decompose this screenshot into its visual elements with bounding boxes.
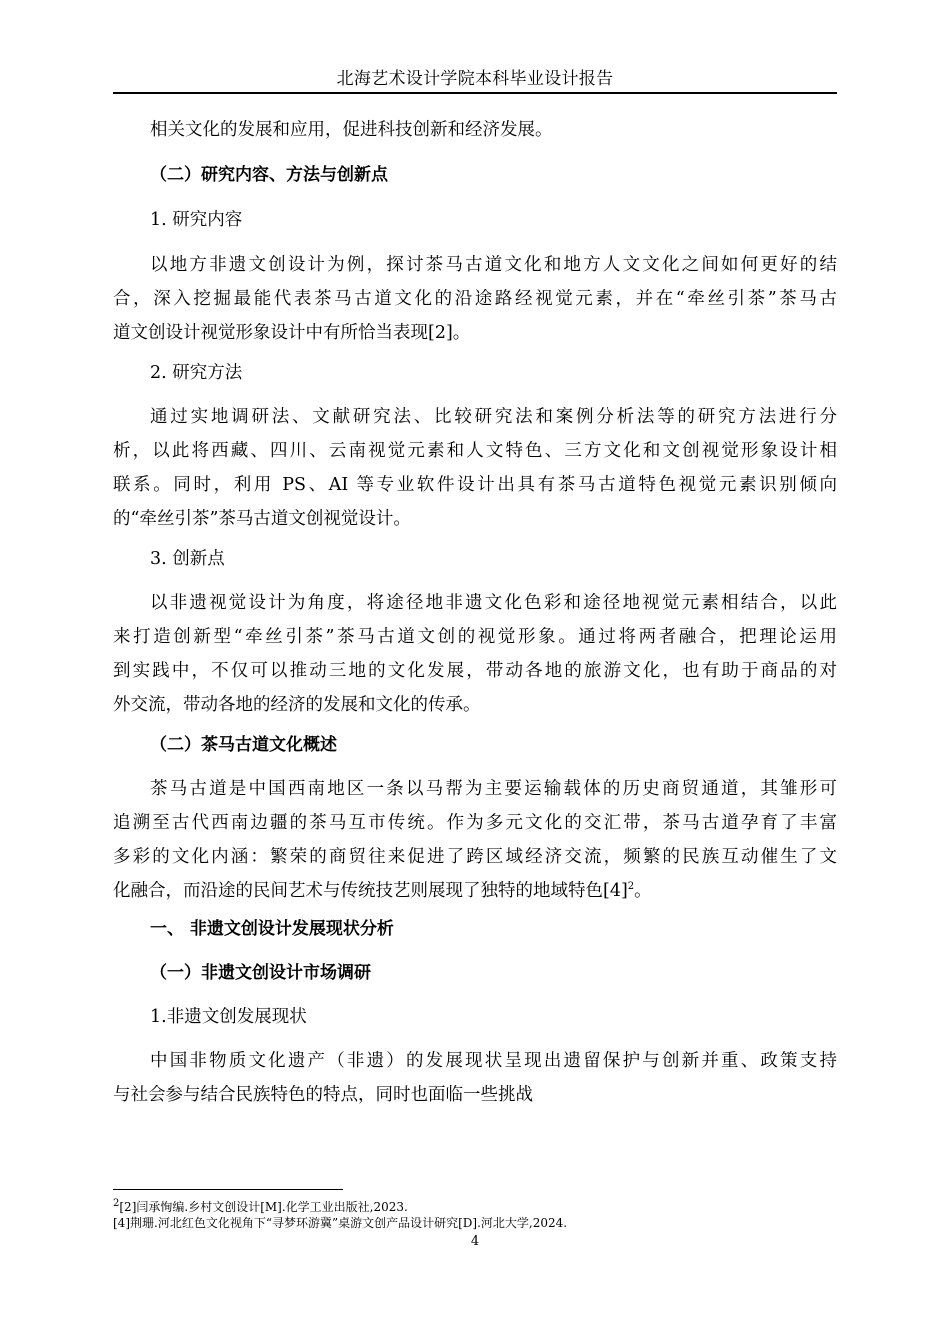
running-header-title: 北海艺术设计学院本科毕业设计报告 (336, 69, 614, 89)
paragraph-line: 追溯至古代西南边疆的茶马互市传统。作为多元文化的交汇带，茶马古道孕育了丰富 (113, 813, 837, 833)
footnote-1 (113, 1199, 408, 1215)
paragraph-line: 联系。同时，利用 PS、AI 等专业软件设计出具有茶马古道特色视觉元素识别倾向 (113, 475, 837, 495)
page-number: 4 (470, 1234, 480, 1249)
header-rule (113, 92, 837, 94)
paragraph-line (113, 874, 837, 908)
section-heading: （一）非遗文创设计市场调研 (150, 963, 371, 983)
section-heading: （二）研究内容、方法与创新点 (150, 165, 388, 185)
paragraph-line: 来打造创新型“牵丝引茶”茶马古道文创的视觉形象。通过将两者融合，把理论运用 (113, 627, 837, 647)
paragraph-line: 相关文化的发展和应用，促进科技创新和经济发展。 (150, 120, 553, 140)
paragraph-line: 多彩的文化内涵：繁荣的商贸往来促进了跨区域经济交流，频繁的民族互动催生了文 (113, 847, 837, 867)
footnote-reference: 2 (627, 881, 635, 893)
footnote-mark: 2 (113, 1198, 120, 1209)
paragraph-text-end: 。 (634, 881, 652, 901)
paragraph-line: 到实践中，不仅可以推动三地的文化发展，带动各地的旅游文化，也有助于商品的对 (113, 661, 837, 681)
subheading: 2. 研究方法 (150, 363, 243, 383)
paragraph-line: 通过实地调研法、文献研究法、比较研究法和案例分析法等的研究方法进行分 (150, 407, 837, 427)
paragraph-line: 与社会参与结合民族特色的特点，同时也面临一些挑战 (113, 1085, 533, 1105)
paragraph-line: 合，深入挖掘最能代表茶马古道文化的沿途路经视觉元素，并在“牵丝引茶”茶马古 (113, 289, 837, 309)
footnote-separator (113, 1189, 343, 1190)
subheading: 3. 创新点 (150, 549, 225, 569)
paragraph-line: 外交流，带动各地的经济的发展和文化的传承。 (113, 695, 481, 715)
footnote-text: [2]闫承恂编.乡村文创设计[M].化学工业出版社,2023. (119, 1200, 408, 1214)
paragraph-line: 以地方非遗文创设计为例，探讨茶马古道文化和地方人文文化之间如何更好的结 (150, 255, 837, 275)
subheading: 1.非遗文创发展现状 (150, 1007, 307, 1027)
paragraph-line: 中国非物质文化遗产（非遗）的发展现状呈现出遗留保护与创新并重、政策支持 (150, 1051, 837, 1071)
paragraph-line: 的“牵丝引茶”茶马古道文创视觉设计。 (113, 509, 411, 529)
footnote-2: [4]荆珊.河北红色文化视角下“寻梦环游冀”桌游文创产品设计研究[D].河北大学,2024. (113, 1216, 568, 1230)
paragraph-line: 析，以此将西藏、四川、云南视觉元素和人文特色、三方文化和文创视觉形象设计相 (113, 441, 837, 461)
section-heading: （二）茶马古道文化概述 (150, 735, 337, 755)
subheading: 1. 研究内容 (150, 210, 243, 230)
paragraph-line: 以非遗视觉设计为角度，将途径地非遗文化色彩和途径地视觉元素相结合，以此 (150, 593, 837, 613)
paragraph-text: 化融合，而沿途的民间艺术与传统技艺则展现了独特的地域特色[4] (113, 881, 628, 901)
paragraph-line: 道文创设计视觉形象设计中有所恰当表现[2]。 (113, 323, 471, 343)
chapter-heading: 一、 非遗文创设计发展现状分析 (150, 919, 394, 939)
paragraph-line: 茶马古道是中国西南地区一条以马帮为主要运输载体的历史商贸通道，其雏形可 (150, 779, 837, 799)
